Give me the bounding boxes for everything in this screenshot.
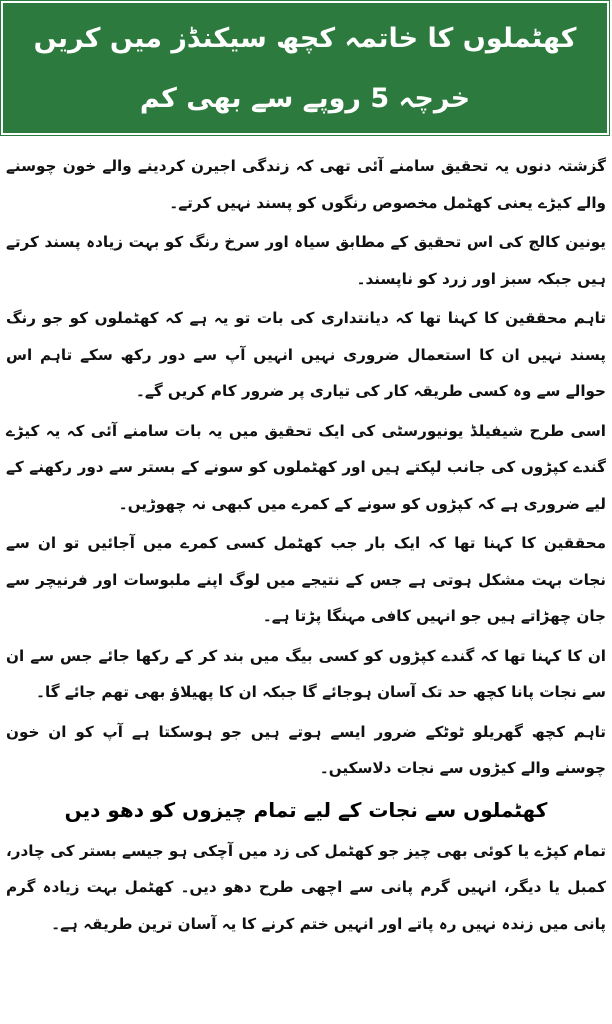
article-paragraph: تاہم محققین کا کہنا تھا کہ دیانتداری کی بات تو یہ ہے کہ کھٹملوں کو جو رنگ پسند نہیں ان کا استعمال ضروری نہیں انہیں آپ سے دور رکھ سکے تاہم اس حوالے سے وہ کسی طریقہ کار کی تیاری پر ضرور کام کریں گے۔ [6, 309, 606, 400]
article-paragraph: تاہم کچھ گھریلو ٹوٹکے ضرور ایسے ہوتے ہیں جو ہوسکتا ہے آپ کو ان خون چوسنے والے کیڑوں سے نجات دلاسکیں۔ [6, 722, 606, 777]
article-paragraph: گزشتہ دنوں یہ تحقیق سامنے آئی تھی کہ زندگی اجیرن کردینے والے خون چوسنے والے کیڑے یعنی کھٹمل مخصوص رنگوں کو پسند نہیں کرتے۔ [6, 157, 606, 212]
article-body [6, 148, 606, 945]
article-paragraph: اسی طرح شیفیلڈ یونیورسٹی کی ایک تحقیق میں یہ بات سامنے آئی کہ یہ کیڑے گندے کپڑوں کی جانب لپکتے ہیں اور کھٹملوں کو سونے کے بستر سے دور رکھنے کے لیے ضروری ہے کہ کپڑوں کو سونے کے کمرے میں کبھی نہ چھوڑیں۔ [6, 421, 606, 513]
headline-subtitle: خرچہ 5 روپے سے بھی کم [139, 83, 471, 114]
section-heading: کھٹملوں سے نجات کے لیے تمام چیزوں کو دھو دیں [64, 797, 548, 822]
article-paragraph: ان کا کہنا تھا کہ گندے کپڑوں کو کسی بیگ میں بند کر کے رکھا جائے جس سے ان سے نجات پانا کچھ حد تک آسان ہوجائے گا جبکہ ان کا پھیلاؤ بھی تھم جائے گا۔ [6, 646, 606, 701]
article-paragraph: تمام کپڑے یا کوئی بھی چیز جو کھٹمل کی زد میں آچکی ہو جیسے بستر کی چادر، کمبل یا دیگر، انہیں گرم پانی سے اچھی طرح دھو دیں۔ کھٹمل بہت زیادہ گرم پانی میں زندہ نہیں رہ پاتے اور انہیں ختم کرنے کا یہ آسان ترین طریقہ ہے۔ [6, 841, 606, 933]
article-paragraph: محققین کا کہنا تھا کہ ایک بار جب کھٹمل کسی کمرے میں آجائیں تو ان سے نجات بہت مشکل ہوتی ہے جس کے نتیجے میں لوگ اپنے ملبوسات اور فرنیچر سے جان چھڑاتے ہیں جو انہیں کافی مہنگا پڑتا ہے۔ [6, 534, 606, 625]
headline-banner [1, 1, 609, 135]
headline-title: کھٹملوں کا خاتمہ کچھ سیکنڈز میں کریں [33, 23, 577, 54]
article-paragraph: یونین کالج کی اس تحقیق کے مطابق سیاہ اور سرخ رنگ کو بہت زیادہ پسند کرتے ہیں جبکہ سبز اور زرد کو ناپسند۔ [6, 233, 606, 288]
